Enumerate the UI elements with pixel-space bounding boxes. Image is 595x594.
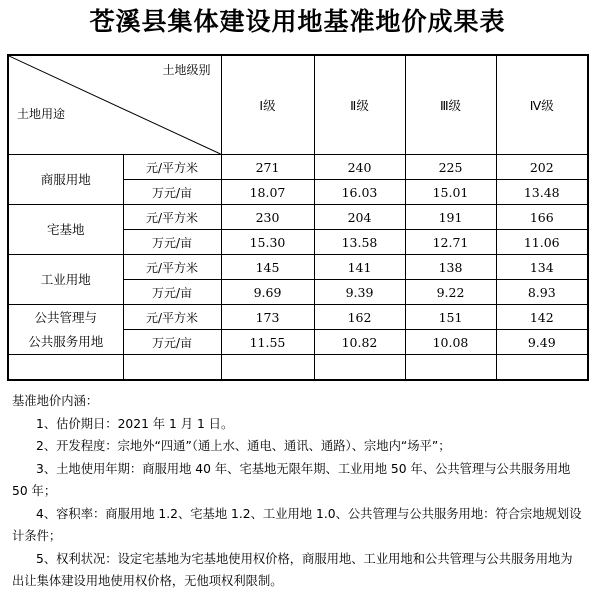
land-use-label [8,305,123,355]
price-cell: 173 [221,305,314,330]
land-use-label: 商服用地 [8,155,123,205]
price-cell: 162 [314,305,405,330]
price-cell: 15.01 [405,180,496,205]
empty-cell [496,355,588,381]
price-cell: 230 [221,205,314,230]
empty-row [8,355,588,381]
header-row [8,55,588,155]
price-cell: 15.30 [221,230,314,255]
price-cell: 16.03 [314,180,405,205]
empty-cell [405,355,496,381]
corner-label-level: 土地级别 [162,63,211,77]
price-cell: 202 [496,155,588,180]
level-header: Ⅱ级 [314,55,405,155]
price-cell: 11.55 [221,330,314,355]
corner-cell [8,55,221,155]
table-row [8,155,588,180]
empty-cell [123,355,221,381]
empty-cell [314,355,405,381]
unit-label: 万元/亩 [123,230,221,255]
level-header: Ⅰ级 [221,55,314,155]
unit-label: 元/平方米 [123,255,221,280]
unit-label: 元/平方米 [123,155,221,180]
level-header: Ⅲ级 [405,55,496,155]
price-cell: 9.22 [405,280,496,305]
land-use-label-line: 公共管理与 [34,309,97,325]
price-cell: 138 [405,255,496,280]
table-row [8,255,588,280]
price-cell: 13.58 [314,230,405,255]
price-cell: 225 [405,155,496,180]
price-cell: 271 [221,155,314,180]
price-cell: 13.48 [496,180,588,205]
price-cell: 10.08 [405,330,496,355]
unit-label: 元/平方米 [123,205,221,230]
price-cell: 11.06 [496,230,588,255]
price-cell: 8.93 [496,280,588,305]
price-cell: 18.07 [221,180,314,205]
note-item: 2、开发程度：宗地外“四通”（通上水、通电、通讯、通路）、宗地内“场平”； [36,439,451,453]
empty-cell [221,355,314,381]
unit-label: 元/平方米 [123,305,221,330]
price-cell: 9.69 [221,280,314,305]
price-cell: 12.71 [405,230,496,255]
level-header: Ⅳ级 [496,55,588,155]
table-row [8,205,588,230]
price-cell: 134 [496,255,588,280]
price-cell: 142 [496,305,588,330]
price-cell: 9.39 [314,280,405,305]
land-use-label: 工业用地 [8,255,123,305]
note-item: 1、估价期日：2021 年 1 月 1 日。 [36,416,234,431]
price-cell: 191 [405,205,496,230]
price-cell: 240 [314,155,405,180]
land-use-label-line: 公共服务用地 [28,333,104,349]
unit-label: 万元/亩 [123,280,221,305]
price-cell: 204 [314,205,405,230]
corner-label-use: 土地用途 [17,107,66,121]
price-cell: 141 [314,255,405,280]
table-row [8,305,588,330]
price-cell: 166 [496,205,588,230]
price-cell: 145 [221,255,314,280]
notes-section [12,390,582,593]
note-item: 4、容积率：商服用地 1.2、宅基地 1.2、工业用地 1.0、公共管理与公共服务用地：符合宗地规划设计条件； [12,506,582,543]
note-item: 5、权利状况：设定宅基地为宅基地使用权价格，商服用地、工业用地和公共管理与公共服务用地为出让集体建设用地使用权价格，无他项权利限制。 [12,551,573,588]
price-cell: 151 [405,305,496,330]
unit-label: 万元/亩 [123,330,221,355]
note-item: 3、土地使用年期：商服用地 40 年、宅基地无限年期、工业用地 50 年、公共管理与公共服务用地 50 年； [12,461,571,498]
land-price-table [7,54,589,381]
price-cell: 10.82 [314,330,405,355]
land-use-label: 宅基地 [8,205,123,255]
unit-label: 万元/亩 [123,180,221,205]
page-title: 苍溪县集体建设用地基准地价成果表 [89,7,506,36]
empty-cell [8,355,123,381]
price-cell: 9.49 [496,330,588,355]
notes-heading: 基准地价内涵： [12,394,99,408]
